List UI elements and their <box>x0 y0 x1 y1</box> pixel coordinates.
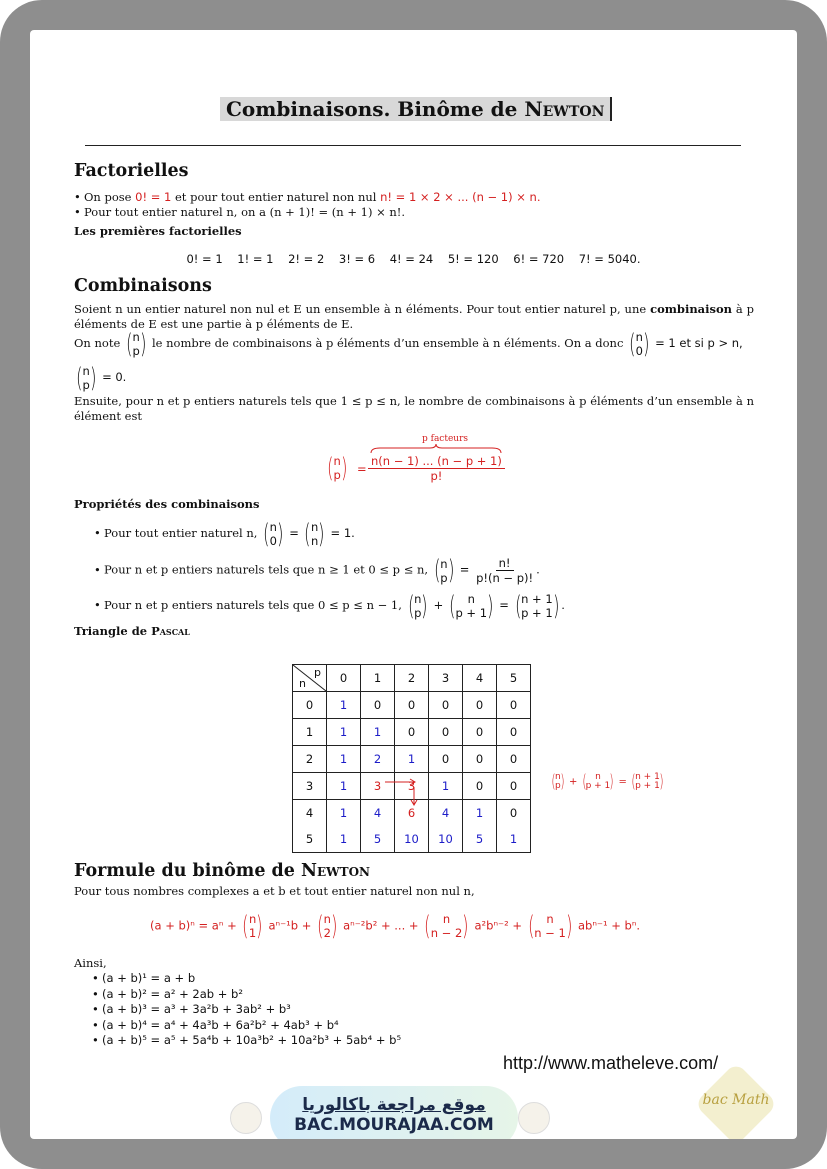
pascal-cell: 1 <box>327 692 361 719</box>
section-factorielles-heading: Factorielles <box>74 161 189 181</box>
pascal-cell: 4 <box>361 800 395 827</box>
brace-label: p facteurs <box>421 434 469 444</box>
bac-math-badge-text: bac Math <box>702 1092 770 1108</box>
pascal-row-label: 0 <box>293 692 327 719</box>
pascal-cell: 0 <box>497 773 531 800</box>
pascal-corner-cell: p n <box>293 665 327 692</box>
pascal-cell: 1 <box>429 773 463 800</box>
pascal-header-row <box>293 665 531 692</box>
proprietes-heading: Propriétés des combinaisons <box>74 497 260 511</box>
pascal-cell: 1 <box>463 800 497 827</box>
premieres-factorielles-heading: Les premières factorielles <box>74 224 242 238</box>
pascal-cell: 10 <box>395 826 429 853</box>
binome-example-item: • (a + b)⁴ = a⁴ + 4a³b + 6a²b² + 4ab³ + b⁴ <box>92 1017 339 1032</box>
pascal-cell: 0 <box>463 692 497 719</box>
pascal-row <box>293 692 531 719</box>
pascal-cell: 0 <box>395 692 429 719</box>
pascal-row-label: 5 <box>293 826 327 853</box>
pascal-cell: 0 <box>429 692 463 719</box>
pascal-cell: 0 <box>395 719 429 746</box>
bac-mourajaa-logo[interactable] <box>270 1086 518 1139</box>
title-name: Newton <box>524 97 605 121</box>
binom-n-0: ( n 0 ) <box>629 328 650 360</box>
binom-n-p: ( n p ) <box>126 328 147 360</box>
factorielles-line-2: • Pour tout entier naturel n, on a (n + 1)! = (n + 1) × n!. <box>74 205 406 219</box>
pascal-cell: 1 <box>327 746 361 773</box>
pascal-cell: 0 <box>429 719 463 746</box>
pascal-header-cell: 4 <box>463 665 497 692</box>
combinaisons-count-intro: Ensuite, pour n et p entiers naturels tels que 1 ≤ p ≤ n, le nombre de combinaisons à p éléments d’un ensemble à n élément est <box>74 394 754 423</box>
pascal-cell: 6 <box>395 800 429 827</box>
overbrace <box>370 444 502 454</box>
binome-examples-list <box>92 971 401 1049</box>
pascal-cell: 0 <box>463 719 497 746</box>
pascal-header-cell: 1 <box>361 665 395 692</box>
pascal-arrows <box>380 774 440 814</box>
propriete-1: • Pour tout entier naturel n, ( n 0 ) = ( n n ) = 1. <box>94 518 355 550</box>
factorielles-line-1: • On pose 0! = 1 et pour tout entier naturel non nul n! = 1 × 2 × ... (n − 1) × n. <box>74 190 541 204</box>
combinaisons-zero-case: ( n p ) = 0. <box>74 364 126 392</box>
logo-latin-text: BAC.MOURAJAA.COM <box>294 1115 494 1135</box>
right-emblem-icon <box>518 1102 550 1134</box>
pascal-header-cell: 5 <box>497 665 531 692</box>
title-rule <box>85 145 741 146</box>
pascal-cell: 3 <box>395 773 429 800</box>
pascal-cell: 0 <box>463 746 497 773</box>
footer-url[interactable]: http://www.matheleve.com/ <box>503 1053 719 1073</box>
propriete-2: • Pour n et p entiers naturels tels que n ≥ 1 et 0 ≤ p ≤ n, ( n p ) = $\frac{n!}{p!(n - p)!}$ . <box>94 555 540 586</box>
binome-example-item: • (a + b)⁵ = a⁵ + 5a⁴b + 10a³b² + 10a²b³ + 5ab⁴ + b⁵ <box>92 1033 402 1047</box>
binome-example-item: • (a + b)² = a² + 2ab + b² <box>92 986 243 1001</box>
pascal-row-label: 2 <box>293 746 327 773</box>
pascal-cell: 1 <box>361 719 395 746</box>
pascal-cell: 0 <box>463 773 497 800</box>
pascal-row-label: 1 <box>293 719 327 746</box>
pascal-cell: 5 <box>463 826 497 853</box>
pascal-cell: 0 <box>429 746 463 773</box>
pascal-cell: 1 <box>327 719 361 746</box>
formula-binom: ( n p ) <box>327 452 348 484</box>
pascal-triangle-table <box>292 664 531 853</box>
pascal-row <box>293 719 531 746</box>
factorial-values: 0! = 1 1! = 1 2! = 2 3! = 6 4! = 24 5! = 120 6! = 720 7! = 5040. <box>186 252 641 266</box>
pascal-cell: 0 <box>361 692 395 719</box>
pascal-header-cell: 3 <box>429 665 463 692</box>
pascal-row-label: 3 <box>293 773 327 800</box>
pascal-cell: 1 <box>327 800 361 827</box>
ainsi-label: Ainsi, <box>74 956 107 970</box>
pascal-cell: 0 <box>497 719 531 746</box>
binome-intro: Pour tous nombres complexes a et b et tout entier naturel non nul n, <box>74 884 475 898</box>
combinaisons-notation: On note ( n p ) le nombre de combinaisons à p éléments d’un ensemble à n éléments. On a donc ( n 0 ) = 1 et si p > n, <box>74 328 743 360</box>
pascal-heading: Triangle de Pascal <box>74 624 190 638</box>
formula-fraction: $\frac{n(n - 1) ... (n - p + 1)}{p!}$ <box>368 454 505 483</box>
binome-formula: (a + b)ⁿ = aⁿ + ( n 1 ) aⁿ⁻¹b + ( n 2 ) aⁿ⁻²b² + ... + ( n n − 2 ) a²bⁿ⁻² + ( n n − 1 ) abⁿ⁻¹ + bⁿ. <box>150 910 641 942</box>
logo-arabic-text: موقع مراجعة باكالوريا <box>302 1095 486 1115</box>
pascal-cell: 1 <box>327 773 361 800</box>
binom-n-p-zero: ( n p ) <box>76 362 97 394</box>
pascal-row <box>293 746 531 773</box>
pascal-rule: ( n p ) + ( n p + 1 ) = ( n + 1 p + 1 ) <box>551 771 664 792</box>
pascal-cell: 5 <box>361 826 395 853</box>
left-emblem-icon <box>230 1102 262 1134</box>
pascal-header-cell: 2 <box>395 665 429 692</box>
pascal-cell: 10 <box>429 826 463 853</box>
pascal-cell: 0 <box>497 746 531 773</box>
propriete-3: • Pour n et p entiers naturels tels que 0 ≤ p ≤ n − 1, ( n p ) + ( n p + 1 ) = ( n + 1 p + 1 ) . <box>94 590 565 622</box>
pascal-cell: 4 <box>429 800 463 827</box>
pascal-cell: 0 <box>497 692 531 719</box>
document-page: Combinaisons. Binôme de Newton Factorielles • On pose 0! = 1 et pour tout entier naturel non nul n! = 1 × 2 × ... (n − 1) × n. • Pour tout entier naturel n, on a (n + 1)! = (n + 1) × n!. Les premières factorielles 0! = 1 1! = 1 2! = 2 3! = 6 4! = 24 5! = 120 6! = 720 7! = 5040. Combinaisons Soient n un entier naturel non nul et E un ensemble à n éléments. Pour tout entier naturel p, une combinaison à p éléments de E est une partie à p éléments de E. On note ( n p ) le nombre de combinaisons à p éléments d’un ensemble à n éléments. On a donc ( n 0 ) = 1 et si p > n, ( n p ) = 0. Ensuite, pour n et p entiers naturels tels que 1 ≤ p ≤ n, le nombre de combinaisons à p éléments d’un ensemble à n élément est p facteurs ( n p ) = $\frac{n(n - 1) ... (n - p + 1)}{p!}$ Propriétés des combinaisons • Pour tout entier naturel n, ( n 0 ) = ( n n ) = 1. • Pour n et p entiers naturels tels que n ≥ 1 et 0 ≤ p ≤ n, ( n p ) = $\frac{n!}{p!(n - p)!}$ . • Pour n et p entiers naturels tels que 0 ≤ p ≤ n − 1, ( n p ) + ( n p + 1 ) = ( n + 1 p + 1 ) . Triangle de Pascal p n 0 1 2 3 4 5 0 1 0 0 0 0 0 1 1 1 0 0 0 0 2 1 2 1 0 0 0 3 1 3 3 1 0 0 4 1 4 6 4 1 0 5 1 5 10 10 5 1 ( n p ) + ( n p + 1 ) = ( n + 1 p + 1 ) Formule du binôme de Newton Pour tous nombres complexes a et b et tout entier naturel non nul n, (a + b)ⁿ = aⁿ + ( n 1 ) aⁿ⁻¹b + ( n 2 ) aⁿ⁻²b² + ... + ( n n − 2 ) a²bⁿ⁻² + ( n n − 1 ) abⁿ⁻¹ + bⁿ. Ainsi, • (a + b)¹ = a + b • (a + b)² = a² + 2ab + b² • (a + b)³ = a³ + 3a²b + 3ab² + b³ • (a + b)⁴ = a⁴ + 4a³b + 6a²b² + 4ab³ + b⁴ • (a + b)⁵ = a⁵ + 5a⁴b + 10a³b² + 10a²b³ + 5ab⁴ + b⁵ http://www.matheleve.com/ موقع مراجعة باكالوريا BAC.MOURAJAA.COM bac Math <box>30 30 797 1139</box>
binome-example-item: • (a + b)¹ = a + b <box>92 971 196 985</box>
pascal-cell: 1 <box>395 746 429 773</box>
pascal-row <box>293 826 531 853</box>
pascal-cell: 3 <box>361 773 395 800</box>
document-title <box>220 97 612 121</box>
section-binome-heading: Formule du binôme de Newton <box>74 861 370 881</box>
pascal-row-label: 4 <box>293 800 327 827</box>
pascal-cell: 1 <box>497 826 531 853</box>
section-combinaisons-heading: Combinaisons <box>74 276 212 296</box>
pascal-cell: 1 <box>327 826 361 853</box>
binome-example-item: • (a + b)³ = a³ + 3a²b + 3ab² + b³ <box>92 1002 291 1016</box>
pascal-cell: 2 <box>361 746 395 773</box>
title-text: Combinaisons. Binôme de <box>226 97 525 121</box>
combinaisons-definition: Soient n un entier naturel non nul et E un ensemble à n éléments. Pour tout entier naturel p, une combinaison à p éléments de E est une partie à p éléments de E. <box>74 302 754 331</box>
pascal-cell: 0 <box>497 800 531 827</box>
pascal-header-cell: 0 <box>327 665 361 692</box>
